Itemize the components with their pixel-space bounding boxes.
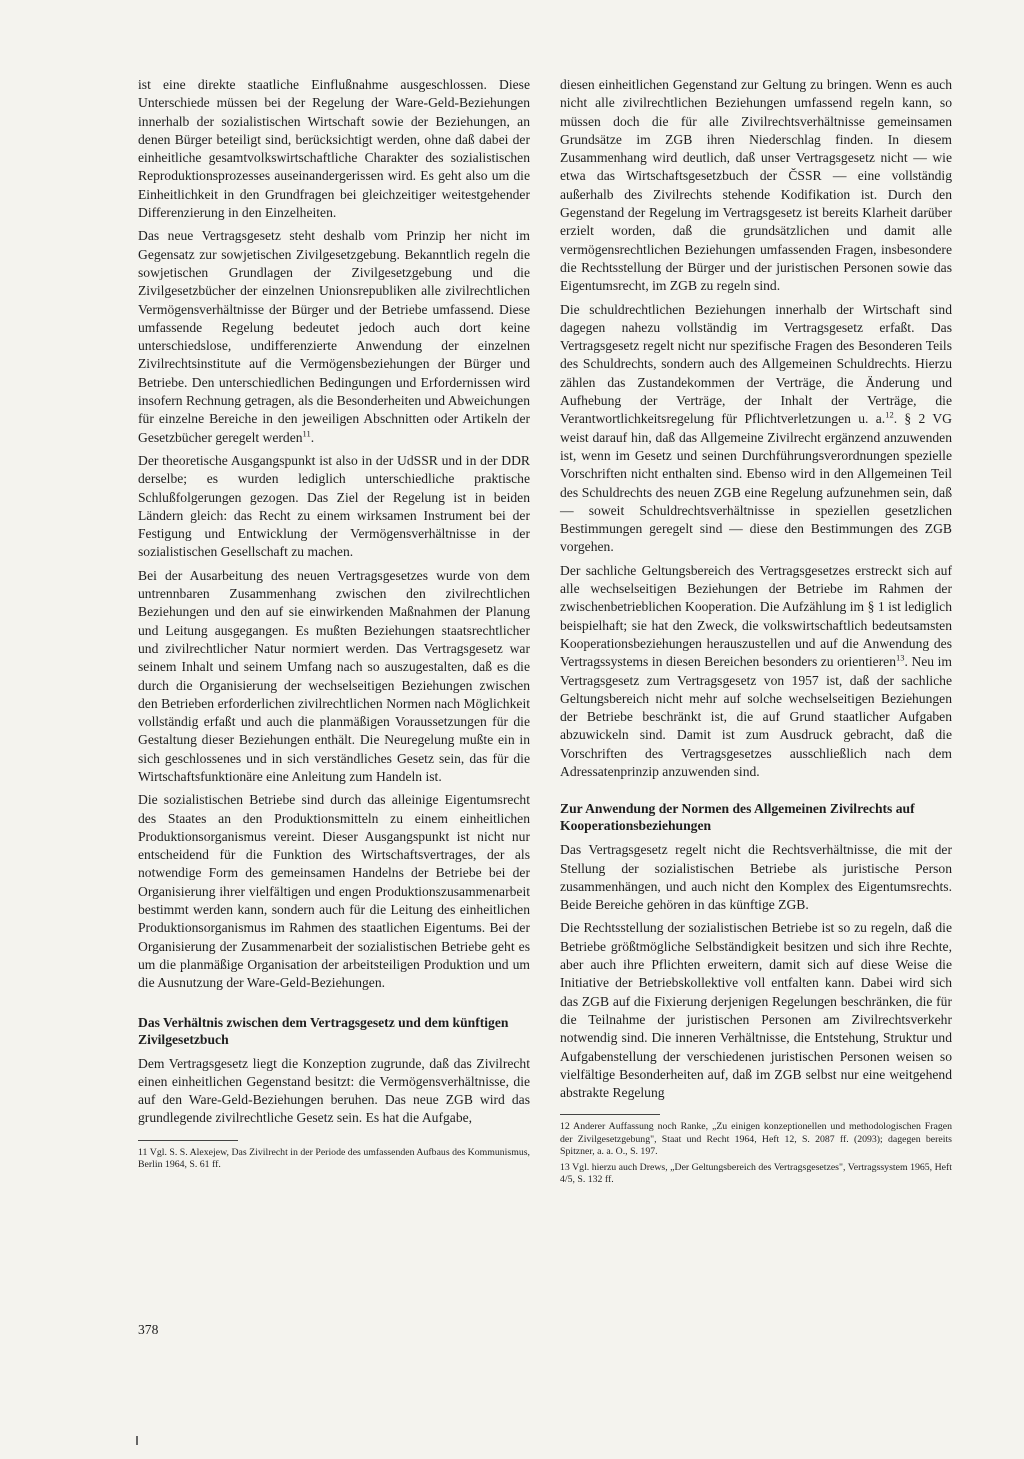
paragraph: Die sozialistischen Betriebe sind durch das alleinige Eigentumsrecht des Staates an den Produktionsmitteln zu einem einheitlichen Produktionsorganismus vereint. Dieser Ausgangspunkt ist nicht nur entscheidend für die Funktion des Wirtschaftsvertrages, der als notwendige Form des gemeinsamen Handelns der Betriebe bei der Organisierung ihrer vielfältigen und engen Produktionszusammenarbeit bestimmt werden kann, sondern auch für die Leitung des einheitlichen Produktionsorganismus im Rahmen des staatlichen Eigentums. Bei der Organisierung der Zusammenarbeit der sozialistischen Betriebe geht es um die planmäßige Organisation der arbeitsteiligen Produktion und um die Ausnutzung der Ware-Geld-Beziehungen. xyxy=(138,792,530,991)
paragraph-text: Das neue Vertragsgesetz steht deshalb vom Prinzip her nicht im Gegensatz zur sowjetischen Zivilgesetzgebung. Bekanntlich regeln die sowjetischen Grundlagen der Zivilgesetzgebung und die Zivilgesetzbücher der einzelnen Unionsrepubliken alle zivilrechtlichen Vermögensverhältnisse der Bürger und der Betriebe umfassend. Diese umfassende Regelung bedeutet jedoch auch dort keine unterschiedslose, undifferenzierte Anwendung der einzelnen Zivilrechtsinstitute auf die Vermögensbeziehungen der Bürger und Betriebe. Den unterschiedlichen Bedingungen und Erfordernissen wird insofern Rechnung getragen, als die Besonderheiten und Abweichungen für einzelne Bereiche in den jeweiligen Abschnitten oder Artikeln der Gesetzbücher geregelt werden xyxy=(138,228,530,445)
section-heading: Zur Anwendung der Normen des Allgemeinen Zivilrechts auf Kooperationsbeziehungen xyxy=(560,801,915,834)
paragraph: diesen einheitlichen Gegenstand zur Geltung zu bringen. Wenn es auch nicht alle zivilrechtlichen Beziehungen umfassend regeln kann, so müssen doch die für alle Zivilrechtsverhältnisse gemeinsamen Grundsätze im ZGB ihren Niederschlag finden. In diesem Zusammenhang wird deutlich, daß unser Vertragsgesetz nicht — wie etwa das Wirtschaftsgesetzbuch der ČSSR — eine vollständig außerhalb des Zivilrechts stehende Kodifikation ist. Durch den Gegenstand der Regelung im Vertragsgesetz ist bereits Klarheit darüber erzielt worden, daß die grundsätzlichen und damit alle vermögensrechtlichen Beziehungen umfassenden Fragen, insbesondere die Rechtsstellung der Bürger und der juristischen Personen sowie das Eigentumsrecht, im ZGB zu regeln sind. xyxy=(560,77,952,294)
paragraph: Das Vertragsgesetz regelt nicht die Rechtsverhältnisse, die mit der Stellung der sozialistischen Betriebe als juristische Person zusammenhängen, und auch nicht den Komplex des Eigentumsrechts. Beide Bereiche gehören in das künftige ZGB. xyxy=(560,842,952,913)
section-heading: Das Verhältnis zwischen dem Vertragsgesetz und dem künftigen Zivilgesetzbuch xyxy=(138,1014,509,1047)
paragraph xyxy=(560,562,952,782)
footnote: 12 Anderer Auffassung noch Ranke, „Zu einigen konzeptionellen und methodologischen Fragen der Zivilgesetzgebung", Staat und Recht 1964, Heft 12, S. 2087 ff. (2093); dagegen bereits Spitzner, a. a. O., S. 197. xyxy=(560,1121,952,1158)
paragraph-text: . xyxy=(310,429,315,445)
footnote: 11 Vgl. S. S. Alexejew, Das Zivilrecht in der Periode des umfassenden Aufbaus des Kommunismus, Berlin 1964, S. 61 ff. xyxy=(138,1146,530,1171)
paragraph xyxy=(560,301,952,557)
page-number: 378 xyxy=(138,1322,159,1337)
paragraph: Dem Vertragsgesetz liegt die Konzeption zugrunde, daß das Zivilrecht einen einheitlichen Gegenstand besitzt: die Vermögensverhältnisse, die auf den Ware-Geld-Beziehungen beruhen. Das neue ZGB wird das grundlegende zivilrechtliche Gesetz sein. Es hat die Aufgabe, xyxy=(138,1055,530,1126)
paragraph: ist eine direkte staatliche Einflußnahme ausgeschlossen. Diese Unterschiede müssen bei der Regelung der Ware-Geld-Beziehungen innerhalb der sozialistischen Wirtschaft sowie der Beziehungen, an denen Bürger beteiligt sind, berücksichtigt werden, ohne daß dabei der einheitliche gesamtvolkswirtschaftliche Charakter des sozialistischen Reproduktionsprozesses auseinandergerissen wird. Es geht also um die Einheitlichkeit in den Grundfragen bei gleichzeitiger weitestgehender Differenzierung in den Einzelheiten. xyxy=(138,77,530,221)
paragraph xyxy=(138,227,530,447)
footnote-ref: 13 xyxy=(896,652,905,663)
footnote-ref: 11 xyxy=(302,428,311,439)
paragraph: Die Rechtsstellung der sozialistischen Betriebe ist so zu regeln, daß die Betriebe größtmögliche Selbständigkeit besitzen und sich ihre Rechte, aber auch ihre Pflichten erweitern, damit sich auf diese Weise die Initiative der Betriebskollektive voll entfalten kann. Dabei wird sich das ZGB auf die Fixierung derjenigen Regelungen beschränken, die für die Teilnahme der juristischen Personen am Zivilrechtsverkehr notwendig sind. Die inneren Verhältnisse, die Entstehung, Struktur und Aufgabenstellung der verschiedenen juristischen Personen weisen so vielfältige Besonderheiten auf, daß im ZGB selbst nur eine weitgehend abstrakte Regelung xyxy=(560,920,952,1101)
footnote-divider xyxy=(560,1114,660,1115)
left-column xyxy=(138,76,530,1175)
footnote-divider xyxy=(138,1140,238,1141)
right-column xyxy=(560,76,952,1190)
scan-mark xyxy=(136,1436,138,1445)
footnote: 13 Vgl. hierzu auch Drews, „Der Geltungsbereich des Vertragsgesetzes", Vertragssystem 1965, Heft 4/5, S. 132 ff. xyxy=(560,1161,952,1186)
paragraph: Der theoretische Ausgangspunkt ist also in der UdSSR und in der DDR derselbe; es wurden lediglich unterschiedliche praktische Schlußfolgerungen gezogen. Das Ziel der Regelung ist in beiden Ländern gleich: das Recht zu einem wirksamen Instrument bei der Festigung und Entwicklung der Vermögensverhältnisse in der sozialistischen Gesellschaft zu machen. xyxy=(138,452,530,560)
paragraph-text: Der sachliche Geltungsbereich des Vertragsgesetzes erstreckt sich auf alle wechselseitigen Beziehungen der Betriebe im Rahmen der zwischenbetrieblichen Kooperation. Die Aufzählung im § 1 ist lediglich beispielhaft; sie hat den Zweck, die volkswirtschaftlich bedeutsamsten Kooperationsbeziehungen herauszustellen und auf die Anwendung des Vertragssystems in diesen Bereichen besonders zu orientieren xyxy=(560,562,952,670)
paragraph-text: Die schuldrechtlichen Beziehungen innerhalb der Wirtschaft sind dagegen nahezu vollständig im Vertragsgesetz erfaßt. Das Vertragsgesetz regelt nicht nur spezifische Fragen des Besonderen Teils des Schuldrechts, sondern auch des Allgemeinen Schuldrechts. Hierzu zählen das Zustandekommen der Verträge, die Änderung und Aufhebung der Verträge, der Inhalt der Verträge, die Verantwortlichkeitsregelung für Pflichtverletzungen u. a. xyxy=(560,301,952,427)
footnote-ref: 12 xyxy=(885,409,894,420)
paragraph-text: . Neu im Vertragsgesetz zum Vertragsgesetz von 1957 ist, daß der sachliche Geltungsbereich nicht mehr auf solche wechselseitigen Beziehungen der Betriebe beschränkt ist, die auf Grund staatlicher Aufgaben abzuwickeln sind. Damit ist zum Ausdruck gebracht, daß die Vorschriften des Vertragsgesetzes ausschließlich nach dem Adressatenprinzip anzuwenden sind. xyxy=(560,654,952,779)
paragraph: Bei der Ausarbeitung des neuen Vertragsgesetzes wurde von dem untrennbaren Zusammenhang zwischen den zivilrechtlichen Beziehungen und den auf sie einwirkenden Maßnahmen der Planung und Leitung ausgegangen. Es mußten Beziehungen staatsrechtlicher und zivilrechtlicher Natur normiert werden. Das Vertragsgesetz war seinem Inhalt und seinem Umfang nach so auszugestalten, daß es die durch die Organisierung der wechselseitigen Beziehungen zwischen den Betrieben erforderlichen zivilrechtlichen Normen nach Möglichkeit vollständig erfaßt und auch die planmäßigen Voraussetzungen für die Gestaltung dieser Beziehungen enthält. Die Neuregelung mußte ein in sich geschlossenes und in sich verständliches Gesetz sein, das für die Wirtschaftsfunktionäre eine Anleitung zum Handeln ist. xyxy=(138,567,530,784)
paragraph-text: . § 2 VG weist darauf hin, daß das Allgemeine Zivilrecht ergänzend anzuwenden ist, wenn im Gesetz und seinen Durchführungsverordnungen spezielle Vorschriften nicht enthalten sind. Ebenso wird in den Allgemeinen Teil des Schuldrechts des neuen ZGB eine Regelung aufzunehmen sein, daß — soweit Schuldrechtsverhältnisse in speziellen gesetzlichen Bestimmungen geregelt sind — diese den Bestimmungen des ZGB vorgehen. xyxy=(560,411,953,555)
